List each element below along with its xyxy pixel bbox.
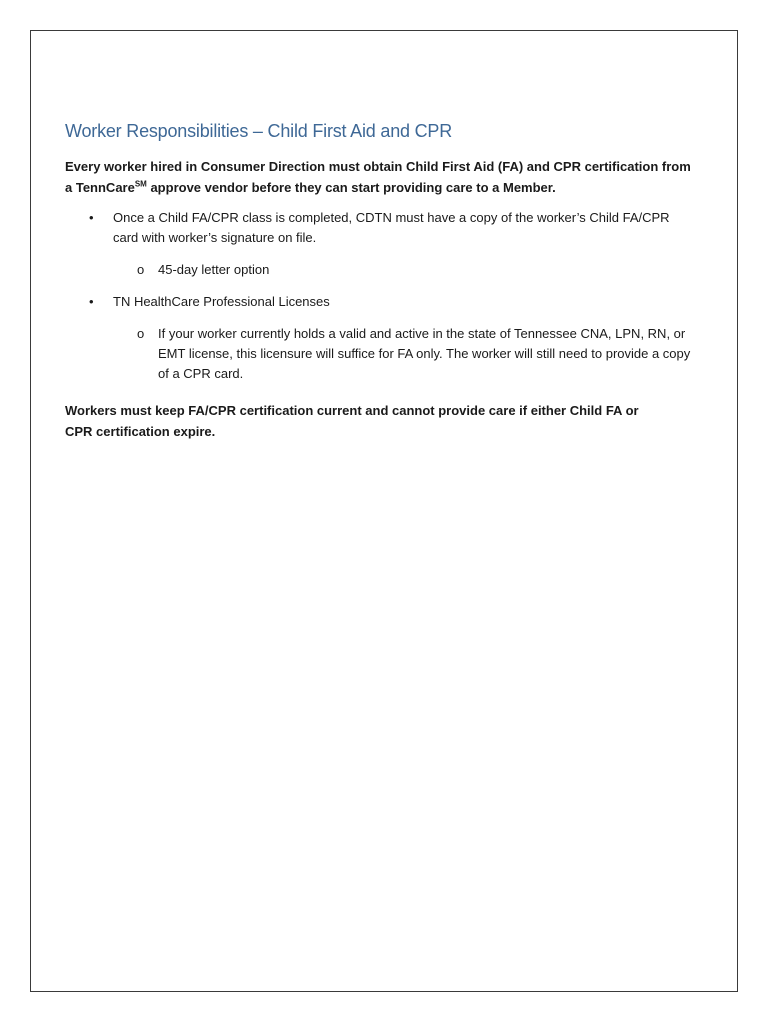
list-item-text: TN HealthCare Professional Licenses	[113, 294, 330, 309]
list-item	[65, 208, 695, 280]
sub-list-item	[113, 260, 695, 280]
bullet-icon: •	[89, 294, 94, 309]
sub-list-item-text: 45-day letter option	[158, 262, 270, 277]
document-page	[30, 30, 738, 992]
responsibilities-list	[65, 208, 695, 384]
sub-list-item	[113, 324, 695, 384]
document-content	[65, 121, 695, 442]
list-item-text: Once a Child FA/CPR class is completed, CDTN must have a copy of the worker’s Child FA/CPR card with worker’s signature on file.	[113, 210, 670, 245]
sub-list-item-text: If your worker currently holds a valid and active in the state of Tennessee CNA, LPN, RN, or EMT license, this licensure will suffice for FA only. The worker will still need to provide a copy of a CPR card.	[158, 326, 691, 381]
sub-list	[113, 260, 695, 280]
intro-text-part2: approve vendor before they can start providing care to a Member.	[146, 180, 556, 195]
bullet-icon: •	[89, 210, 94, 225]
intro-paragraph	[65, 156, 695, 198]
intro-text-part1: Every worker hired in Consumer Direction must obtain Child First Aid (FA) and CPR certification from a TennCare	[65, 159, 691, 195]
circle-bullet-icon: o	[137, 326, 145, 341]
page-title: Worker Responsibilities – Child First Aid and CPR	[65, 121, 453, 141]
service-mark-superscript: SM	[134, 179, 147, 189]
circle-bullet-icon: o	[137, 262, 145, 277]
sub-list	[113, 324, 695, 384]
closing-paragraph: Workers must keep FA/CPR certification current and cannot provide care if either Child FA or CPR certification expire.	[65, 403, 639, 439]
list-item	[65, 292, 695, 384]
